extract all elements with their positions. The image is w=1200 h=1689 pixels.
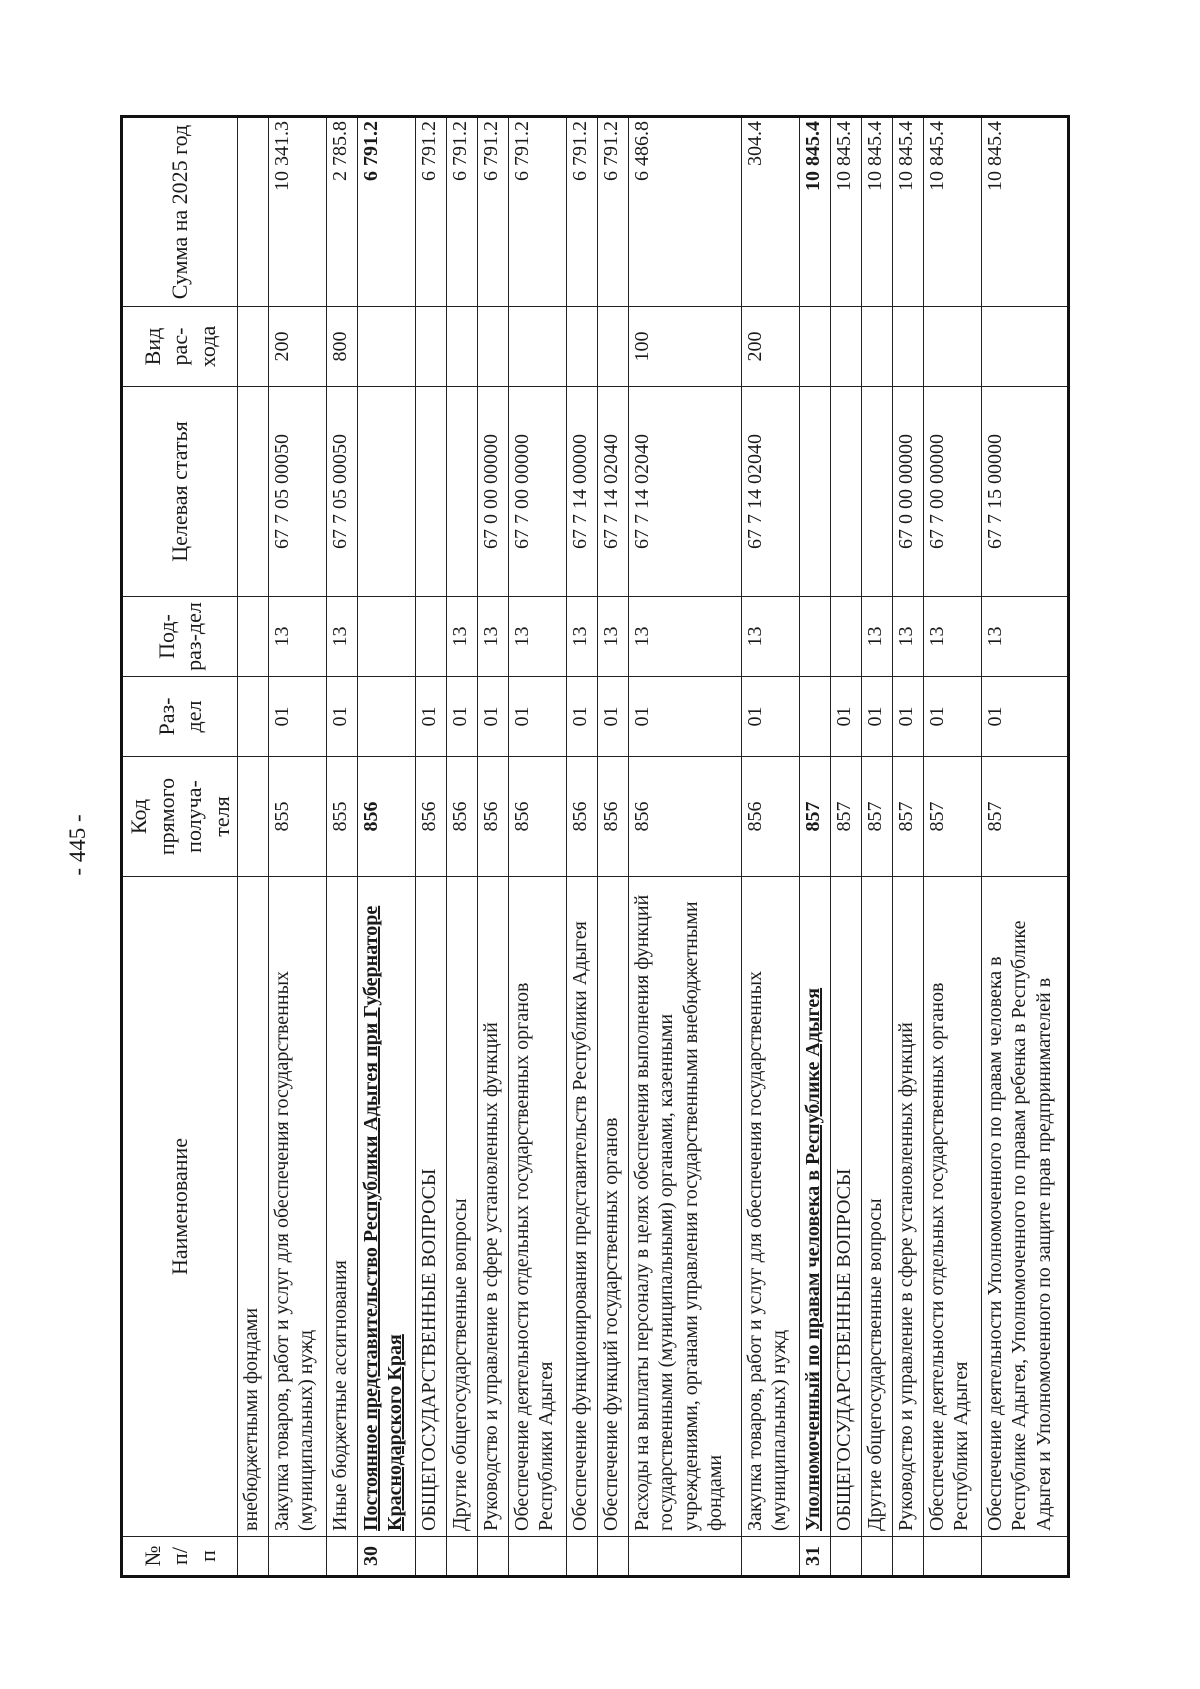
row-num-cell bbox=[567, 1537, 598, 1577]
row-sum-cell: 6 791.2 bbox=[477, 117, 508, 307]
row-article-cell bbox=[447, 387, 478, 597]
row-kind-cell bbox=[238, 307, 269, 387]
row-kind-cell bbox=[862, 307, 893, 387]
row-kind-cell bbox=[831, 307, 862, 387]
row-name-cell: Уполномоченный по правам человека в Республике Адыгея bbox=[800, 877, 831, 1537]
table-row bbox=[327, 117, 358, 1577]
row-num-cell bbox=[923, 1537, 981, 1577]
row-kind-cell: 200 bbox=[268, 307, 326, 387]
row-subsection-cell: 13 bbox=[923, 597, 981, 677]
row-name-cell: Обеспечение деятельности отдельных государственных органов Республики Адыгея bbox=[923, 877, 981, 1537]
row-kind-cell bbox=[800, 307, 831, 387]
row-num-cell bbox=[892, 1537, 923, 1577]
row-sum-cell: 10 845.4 bbox=[800, 117, 831, 307]
budget-table bbox=[120, 115, 1070, 1578]
row-code-cell: 856 bbox=[447, 757, 478, 877]
row-subsection-cell: 13 bbox=[892, 597, 923, 677]
row-subsection-cell: 13 bbox=[477, 597, 508, 677]
row-sum-cell: 6 791.2 bbox=[357, 117, 415, 307]
table-row bbox=[800, 117, 831, 1577]
row-section-cell: 01 bbox=[508, 677, 566, 757]
row-kind-cell bbox=[508, 307, 566, 387]
row-kind-cell bbox=[357, 307, 415, 387]
row-kind-cell bbox=[447, 307, 478, 387]
row-subsection-cell: 13 bbox=[327, 597, 358, 677]
row-name-cell: Постоянное представительство Республики Адыгея при Губернаторе Краснодарского Края bbox=[357, 877, 415, 1537]
row-num-cell bbox=[327, 1537, 358, 1577]
row-section-cell: 01 bbox=[447, 677, 478, 757]
row-name-cell: ОБЩЕГОСУДАРСТВЕННЫЕ ВОПРОСЫ bbox=[416, 877, 447, 1537]
header-article: Целевая статья bbox=[122, 387, 238, 597]
row-kind-cell bbox=[892, 307, 923, 387]
table-row bbox=[447, 117, 478, 1577]
row-num-cell bbox=[628, 1537, 741, 1577]
table-row bbox=[416, 117, 447, 1577]
row-code-cell: 857 bbox=[892, 757, 923, 877]
table-row bbox=[268, 117, 326, 1577]
row-num-cell: 31 bbox=[800, 1537, 831, 1577]
row-sum-cell: 10 845.4 bbox=[892, 117, 923, 307]
row-article-cell bbox=[831, 387, 862, 597]
row-sum-cell bbox=[238, 117, 269, 307]
header-kind: Вид рас-хода bbox=[122, 307, 238, 387]
table-header-row bbox=[122, 117, 238, 1577]
row-sum-cell: 6 791.2 bbox=[416, 117, 447, 307]
row-section-cell bbox=[238, 677, 269, 757]
row-sum-cell: 10 845.4 bbox=[862, 117, 893, 307]
row-section-cell bbox=[357, 677, 415, 757]
budget-table-container bbox=[120, 118, 1070, 1578]
row-name-cell: Руководство и управление в сфере установленных функций bbox=[477, 877, 508, 1537]
row-section-cell: 01 bbox=[477, 677, 508, 757]
header-section: Раз-дел bbox=[122, 677, 238, 757]
row-kind-cell bbox=[416, 307, 447, 387]
row-sum-cell: 10 845.4 bbox=[982, 117, 1069, 307]
row-name-cell: ОБЩЕГОСУДАРСТВЕННЫЕ ВОПРОСЫ bbox=[831, 877, 862, 1537]
row-kind-cell bbox=[567, 307, 598, 387]
row-section-cell: 01 bbox=[597, 677, 628, 757]
header-code: Код прямого получа-теля bbox=[122, 757, 238, 877]
table-row bbox=[742, 117, 800, 1577]
row-kind-cell bbox=[597, 307, 628, 387]
row-num-cell bbox=[416, 1537, 447, 1577]
row-section-cell: 01 bbox=[892, 677, 923, 757]
row-subsection-cell bbox=[416, 597, 447, 677]
row-sum-cell: 10 845.4 bbox=[923, 117, 981, 307]
row-section-cell: 01 bbox=[327, 677, 358, 757]
row-name-cell: Иные бюджетные ассигнования bbox=[327, 877, 358, 1537]
row-subsection-cell bbox=[357, 597, 415, 677]
row-sum-cell: 10 341.3 bbox=[268, 117, 326, 307]
row-kind-cell bbox=[982, 307, 1069, 387]
row-name-cell: Закупка товаров, работ и услуг для обеспечения государственных (муниципальных) нужд bbox=[742, 877, 800, 1537]
row-article-cell bbox=[862, 387, 893, 597]
row-name-cell: Обеспечение деятельности Уполномоченного по правам человека в Республике Адыгея, Уполномоченного по правам ребенка в Республике Адыгея и Уполномоченного по защите прав предпринимателей в bbox=[982, 877, 1069, 1537]
row-section-cell: 01 bbox=[982, 677, 1069, 757]
row-num-cell bbox=[862, 1537, 893, 1577]
row-subsection-cell bbox=[800, 597, 831, 677]
row-name-cell: Обеспечение функционирования представительств Республики Адыгея bbox=[567, 877, 598, 1537]
table-row bbox=[597, 117, 628, 1577]
row-kind-cell: 100 bbox=[628, 307, 741, 387]
row-subsection-cell: 13 bbox=[508, 597, 566, 677]
row-num-cell bbox=[268, 1537, 326, 1577]
row-code-cell: 857 bbox=[923, 757, 981, 877]
row-section-cell: 01 bbox=[268, 677, 326, 757]
row-code-cell: 857 bbox=[862, 757, 893, 877]
page-number: - 445 - bbox=[65, 814, 90, 876]
row-sum-cell: 6 791.2 bbox=[508, 117, 566, 307]
header-sum: Сумма на 2025 год bbox=[122, 117, 238, 307]
row-subsection-cell: 13 bbox=[628, 597, 741, 677]
row-code-cell: 856 bbox=[357, 757, 415, 877]
row-subsection-cell: 13 bbox=[742, 597, 800, 677]
row-num-cell: 30 bbox=[357, 1537, 415, 1577]
row-section-cell: 01 bbox=[567, 677, 598, 757]
row-code-cell: 857 bbox=[982, 757, 1069, 877]
table-row bbox=[892, 117, 923, 1577]
row-num-cell bbox=[831, 1537, 862, 1577]
row-name-cell: Обеспечение деятельности отдельных государственных органов Республики Адыгея bbox=[508, 877, 566, 1537]
row-article-cell bbox=[800, 387, 831, 597]
row-kind-cell bbox=[923, 307, 981, 387]
row-name-cell: Руководство и управление в сфере установленных функций bbox=[892, 877, 923, 1537]
table-row bbox=[238, 117, 269, 1577]
row-name-cell: Другие общегосударственные вопросы bbox=[447, 877, 478, 1537]
row-article-cell: 67 7 14 02040 bbox=[597, 387, 628, 597]
row-section-cell: 01 bbox=[742, 677, 800, 757]
row-code-cell: 855 bbox=[327, 757, 358, 877]
table-row bbox=[567, 117, 598, 1577]
header-subsection: Под-раз-дел bbox=[122, 597, 238, 677]
row-code-cell: 857 bbox=[831, 757, 862, 877]
row-article-cell: 67 0 00 00000 bbox=[477, 387, 508, 597]
row-name-cell: Другие общегосударственные вопросы bbox=[862, 877, 893, 1537]
row-code-cell: 856 bbox=[416, 757, 447, 877]
row-article-cell bbox=[416, 387, 447, 597]
row-sum-cell: 304.4 bbox=[742, 117, 800, 307]
row-num-cell bbox=[508, 1537, 566, 1577]
row-article-cell: 67 7 14 02040 bbox=[742, 387, 800, 597]
row-article-cell: 67 7 05 00050 bbox=[327, 387, 358, 597]
row-num-cell bbox=[477, 1537, 508, 1577]
row-code-cell bbox=[238, 757, 269, 877]
row-sum-cell: 6 486.8 bbox=[628, 117, 741, 307]
row-article-cell bbox=[357, 387, 415, 597]
row-code-cell: 856 bbox=[567, 757, 598, 877]
row-article-cell: 67 0 00 00000 bbox=[892, 387, 923, 597]
row-kind-cell bbox=[477, 307, 508, 387]
row-section-cell: 01 bbox=[416, 677, 447, 757]
row-name-cell: Закупка товаров, работ и услуг для обеспечения государственных (муниципальных) нужд bbox=[268, 877, 326, 1537]
row-subsection-cell: 13 bbox=[862, 597, 893, 677]
row-num-cell bbox=[238, 1537, 269, 1577]
row-subsection-cell: 13 bbox=[567, 597, 598, 677]
table-row bbox=[508, 117, 566, 1577]
row-code-cell: 857 bbox=[800, 757, 831, 877]
table-row bbox=[628, 117, 741, 1577]
table-body bbox=[238, 117, 1069, 1577]
row-sum-cell: 10 845.4 bbox=[831, 117, 862, 307]
row-article-cell: 67 7 15 00000 bbox=[982, 387, 1069, 597]
table-row bbox=[982, 117, 1069, 1577]
row-kind-cell: 200 bbox=[742, 307, 800, 387]
row-code-cell: 855 bbox=[268, 757, 326, 877]
row-sum-cell: 6 791.2 bbox=[567, 117, 598, 307]
row-article-cell: 67 7 00 00000 bbox=[923, 387, 981, 597]
table-row bbox=[357, 117, 415, 1577]
row-article-cell: 67 7 00 00000 bbox=[508, 387, 566, 597]
row-name-cell: Обеспечение функций государственных органов bbox=[597, 877, 628, 1537]
row-subsection-cell: 13 bbox=[597, 597, 628, 677]
table-row bbox=[477, 117, 508, 1577]
row-name-cell: Расходы на выплаты персоналу в целях обеспечения выполнения функций государственными (муниципальными) органами, казенными учреждениями, органами управления государственными внебюджетными фондами bbox=[628, 877, 741, 1537]
row-kind-cell: 800 bbox=[327, 307, 358, 387]
row-sum-cell: 6 791.2 bbox=[597, 117, 628, 307]
header-name: Наименование bbox=[122, 877, 238, 1537]
row-subsection-cell: 13 bbox=[447, 597, 478, 677]
row-code-cell: 856 bbox=[742, 757, 800, 877]
row-num-cell bbox=[447, 1537, 478, 1577]
row-section-cell: 01 bbox=[862, 677, 893, 757]
row-code-cell: 856 bbox=[628, 757, 741, 877]
row-article-cell: 67 7 05 00050 bbox=[268, 387, 326, 597]
row-sum-cell: 2 785.8 bbox=[327, 117, 358, 307]
row-num-cell bbox=[742, 1537, 800, 1577]
table-row bbox=[923, 117, 981, 1577]
row-code-cell: 856 bbox=[597, 757, 628, 877]
row-num-cell bbox=[982, 1537, 1069, 1577]
row-section-cell: 01 bbox=[923, 677, 981, 757]
row-article-cell: 67 7 14 02040 bbox=[628, 387, 741, 597]
row-article-cell bbox=[238, 387, 269, 597]
row-code-cell: 856 bbox=[477, 757, 508, 877]
table-row bbox=[831, 117, 862, 1577]
row-subsection-cell bbox=[831, 597, 862, 677]
table-row bbox=[862, 117, 893, 1577]
row-article-cell: 67 7 14 00000 bbox=[567, 387, 598, 597]
row-subsection-cell: 13 bbox=[982, 597, 1069, 677]
row-code-cell: 856 bbox=[508, 757, 566, 877]
header-num: № п/п bbox=[122, 1537, 238, 1577]
row-section-cell: 01 bbox=[831, 677, 862, 757]
row-section-cell: 01 bbox=[628, 677, 741, 757]
row-num-cell bbox=[597, 1537, 628, 1577]
row-name-cell: внебюджетными фондами bbox=[238, 877, 269, 1537]
row-section-cell bbox=[800, 677, 831, 757]
row-sum-cell: 6 791.2 bbox=[447, 117, 478, 307]
row-subsection-cell: 13 bbox=[268, 597, 326, 677]
row-subsection-cell bbox=[238, 597, 269, 677]
